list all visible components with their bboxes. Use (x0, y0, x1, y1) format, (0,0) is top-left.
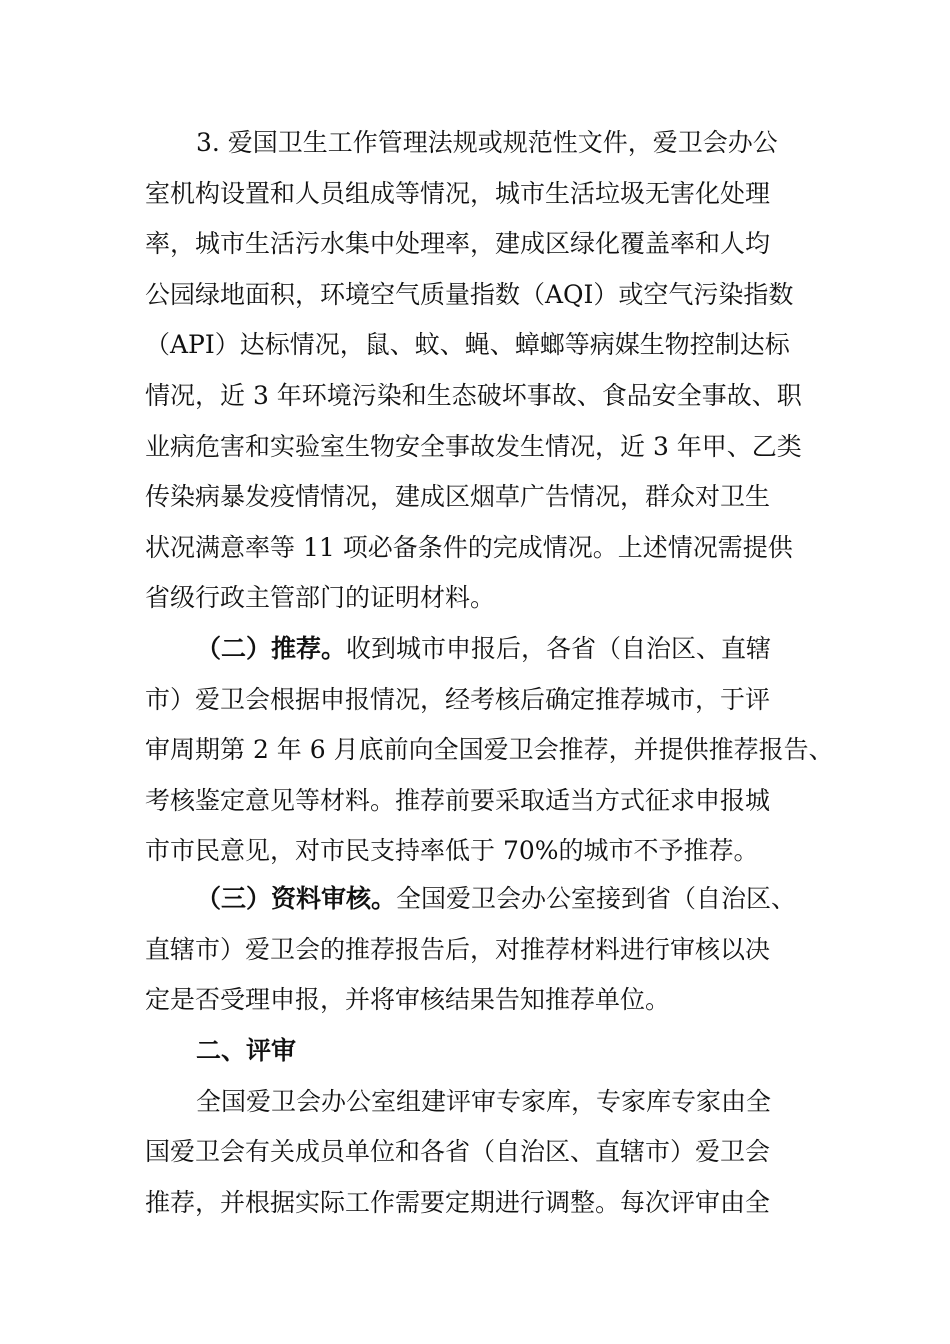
section-three-title: （三）资料审核。 (196, 884, 397, 913)
text-line: 定是否受理申报，并将审核结果告知推荐单位。 (145, 985, 671, 1014)
text-line: 率，城市生活污水集中处理率，建成区绿化覆盖率和人均 (145, 229, 771, 258)
text-line: 省级行政主管部门的证明材料。 (145, 583, 496, 612)
section-two-line (196, 627, 771, 671)
section-two-text: 收到城市申报后，各省（自治区、直辖 (346, 634, 772, 663)
text-line: 推荐，并根据实际工作需要定期进行调整。每次评审由全 (145, 1188, 771, 1217)
text-line: 情况，近 3 年环境污染和生态破坏事故、食品安全事故、职 (145, 381, 802, 410)
text-line: 国爱卫会有关成员单位和各省（自治区、直辖市）爱卫会 (145, 1137, 771, 1166)
section-three-text: 全国爱卫会办公室接到省（自治区、 (396, 884, 797, 913)
text-line: （API）达标情况，鼠、蚊、蝇、蟑螂等病媒生物控制达标 (145, 330, 790, 359)
text-line: 审周期第 2 年 6 月底前向全国爱卫会推荐，并提供推荐报告、 (145, 735, 834, 764)
text-line: 考核鉴定意见等材料。推荐前要采取适当方式征求申报城 (145, 786, 771, 815)
text-line: 市）爱卫会根据申报情况，经考核后确定推荐城市，于评 (145, 685, 771, 714)
text-line: 3. 爱国卫生工作管理法规或规范性文件，爱卫会办公 (196, 128, 778, 157)
text-line: 直辖市）爱卫会的推荐报告后，对推荐材料进行审核以决 (145, 935, 771, 964)
text-line: 公园绿地面积，环境空气质量指数（AQI）或空气污染指数 (145, 280, 794, 309)
section-two-title: （二）推荐。 (196, 634, 347, 663)
section-three-line (196, 877, 796, 921)
section-heading-review: 二、评审 (196, 1036, 297, 1065)
text-line: 室机构设置和人员组成等情况，城市生活垃圾无害化处理 (145, 179, 771, 208)
text-line: 业病危害和实验室生物安全事故发生情况，近 3 年甲、乙类 (145, 432, 802, 461)
text-line: 市市民意见，对市民支持率低于 70%的城市不予推荐。 (145, 836, 759, 865)
text-line: 传染病暴发疫情情况，建成区烟草广告情况，群众对卫生 (145, 482, 771, 511)
text-line: 状况满意率等 11 项必备条件的完成情况。上述情况需提供 (145, 533, 793, 562)
text-line: 全国爱卫会办公室组建评审专家库，专家库专家由全 (196, 1087, 772, 1116)
